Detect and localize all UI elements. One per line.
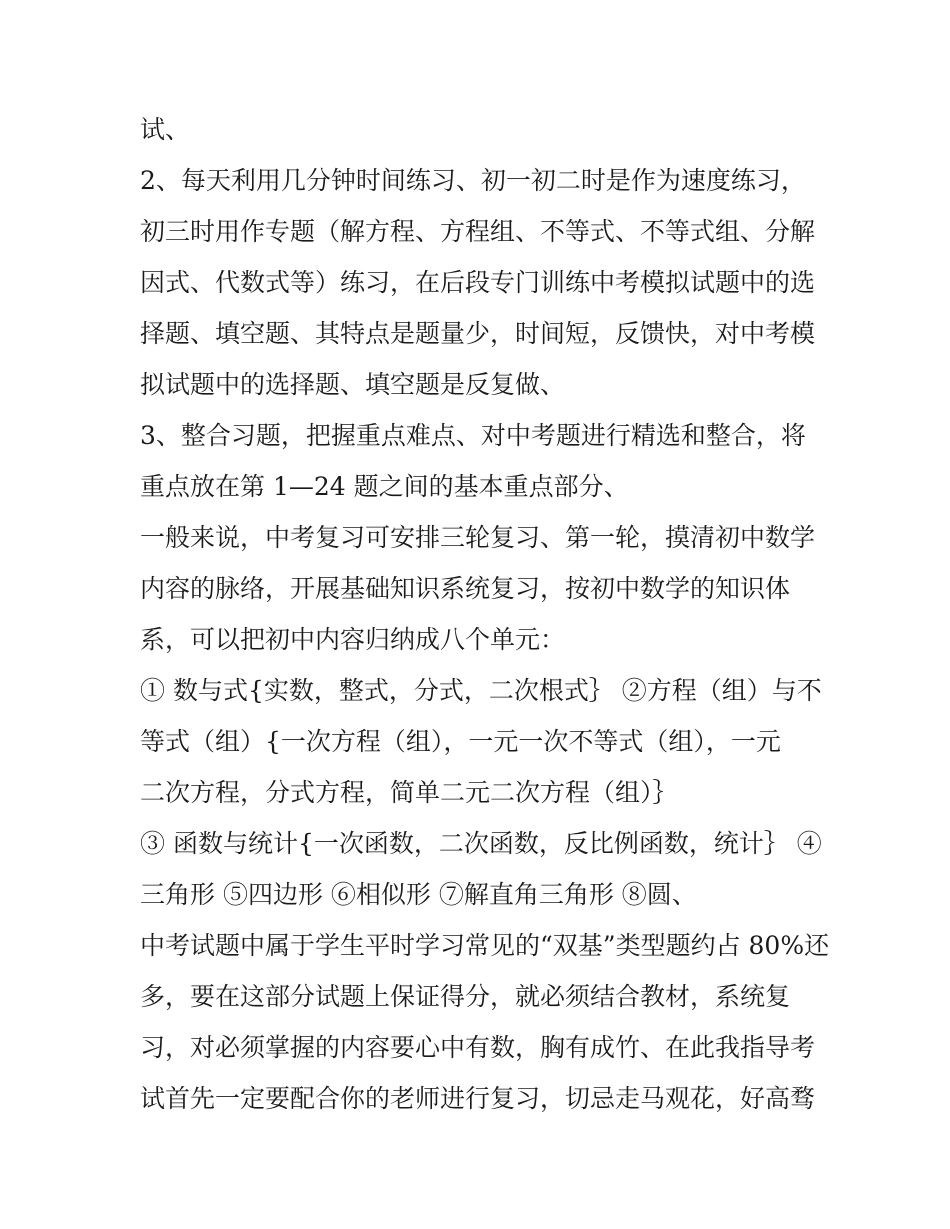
text-line: ① 数与式{实数，整式，分式，二次根式｝ ②方程（组）与不 — [140, 676, 822, 705]
text-line: 一般来说，中考复习可安排三轮复习、第一轮，摸清初中数学 — [140, 523, 816, 552]
text-line: 初三时用作专题（解方程、方程组、不等式、不等式组、分解 — [140, 217, 816, 246]
text-line: 因式、代数式等）练习，在后段专门训练中考模拟试题中的选 — [140, 268, 816, 297]
text-line: 重点放在第 1—24 题之间的基本重点部分、 — [140, 472, 629, 501]
text-line: 2、每天利用几分钟时间练习、初一初二时是作为速度练习， — [140, 166, 806, 195]
text-line: 3、整合习题，把握重点难点、对中考题进行精选和整合，将 — [140, 421, 806, 450]
text-line: ③ 函数与统计{一次函数，二次函数，反比例函数，统计｝ ④ — [140, 829, 822, 858]
text-line: 习，对必须掌握的内容要心中有数，胸有成竹、在此我指导考 — [140, 1033, 816, 1062]
text-line: 系，可以把初中内容归纳成八个单元： — [140, 625, 566, 654]
text-line: 试首先一定要配合你的老师进行复习，切忌走马观花，好高骛 — [140, 1084, 816, 1113]
text-line: 多，要在这部分试题上保证得分，就必须结合教材，系统复 — [140, 982, 791, 1011]
text-line: 拟试题中的选择题、填空题是反复做、 — [140, 370, 566, 399]
text-line: 择题、填空题、其特点是题量少，时间短，反馈快，对中考模 — [140, 319, 816, 348]
text-line: 二次方程，分式方程，简单二元二次方程（组）｝ — [140, 778, 678, 807]
text-line: 试、 — [140, 115, 191, 144]
text-line: 等式（组）{一次方程（组），一元一次不等式（组），一元 — [140, 727, 781, 756]
text-line: 中考试题中属于学生平时学习常见的“双基”类型题约占 80%还 — [140, 931, 830, 960]
text-line: 三角形 ⑤四边形 ⑥相似形 ⑦解直角三角形 ⑧圆、 — [140, 880, 697, 909]
text-line: 内容的脉络，开展基础知识系统复习，按初中数学的知识体 — [140, 574, 791, 603]
